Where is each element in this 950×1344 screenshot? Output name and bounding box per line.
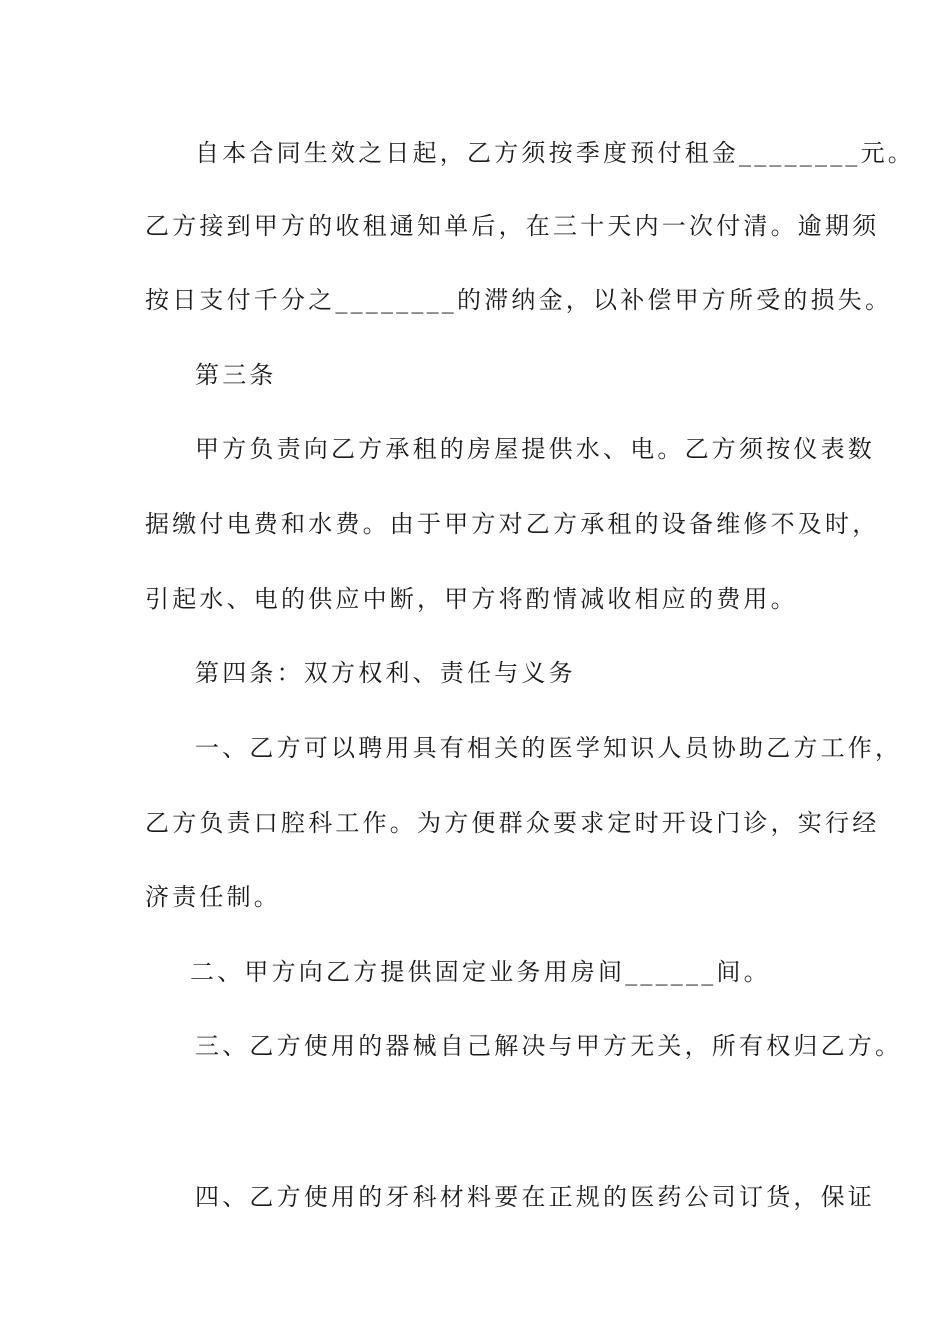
paragraph-line: 一、乙方可以聘用具有相关的医学知识人员协助乙方工作， <box>195 734 903 762</box>
section-heading: 第四条：双方权利、责任与义务 <box>195 659 576 687</box>
paragraph-line: 甲方负责向乙方承租的房屋提供水、电。乙方须按仪表数 <box>195 435 875 463</box>
paragraph-line: 乙方接到甲方的收租通知单后，在三十天内一次付清。逾期须 <box>145 212 880 240</box>
section-heading: 第三条 <box>195 361 277 389</box>
paragraph-line: 四、乙方使用的牙科材料要在正规的医药公司订货，保证 <box>195 1183 875 1211</box>
paragraph-line: 自本合同生效之日起，乙方须按季度预付租金________元。 <box>195 139 915 167</box>
paragraph-line: 按日支付千分之________的滞纳金，以补偿甲方所受的损失。 <box>145 286 893 314</box>
paragraph-line: 三、乙方使用的器械自己解决与甲方无关，所有权归乙方。 <box>195 1032 903 1060</box>
paragraph-line: 济责任制。 <box>145 883 281 911</box>
paragraph-line: 乙方负责口腔科工作。为方便群众要求定时开设门诊，实行经 <box>145 809 880 837</box>
paragraph-line: 二、甲方向乙方提供固定业务用房间______间。 <box>190 958 771 986</box>
paragraph-line: 据缴付电费和水费。由于甲方对乙方承租的设备维修不及时， <box>145 510 880 538</box>
paragraph-line: 引起水、电的供应中断，甲方将酌情减收相应的费用。 <box>145 585 798 613</box>
